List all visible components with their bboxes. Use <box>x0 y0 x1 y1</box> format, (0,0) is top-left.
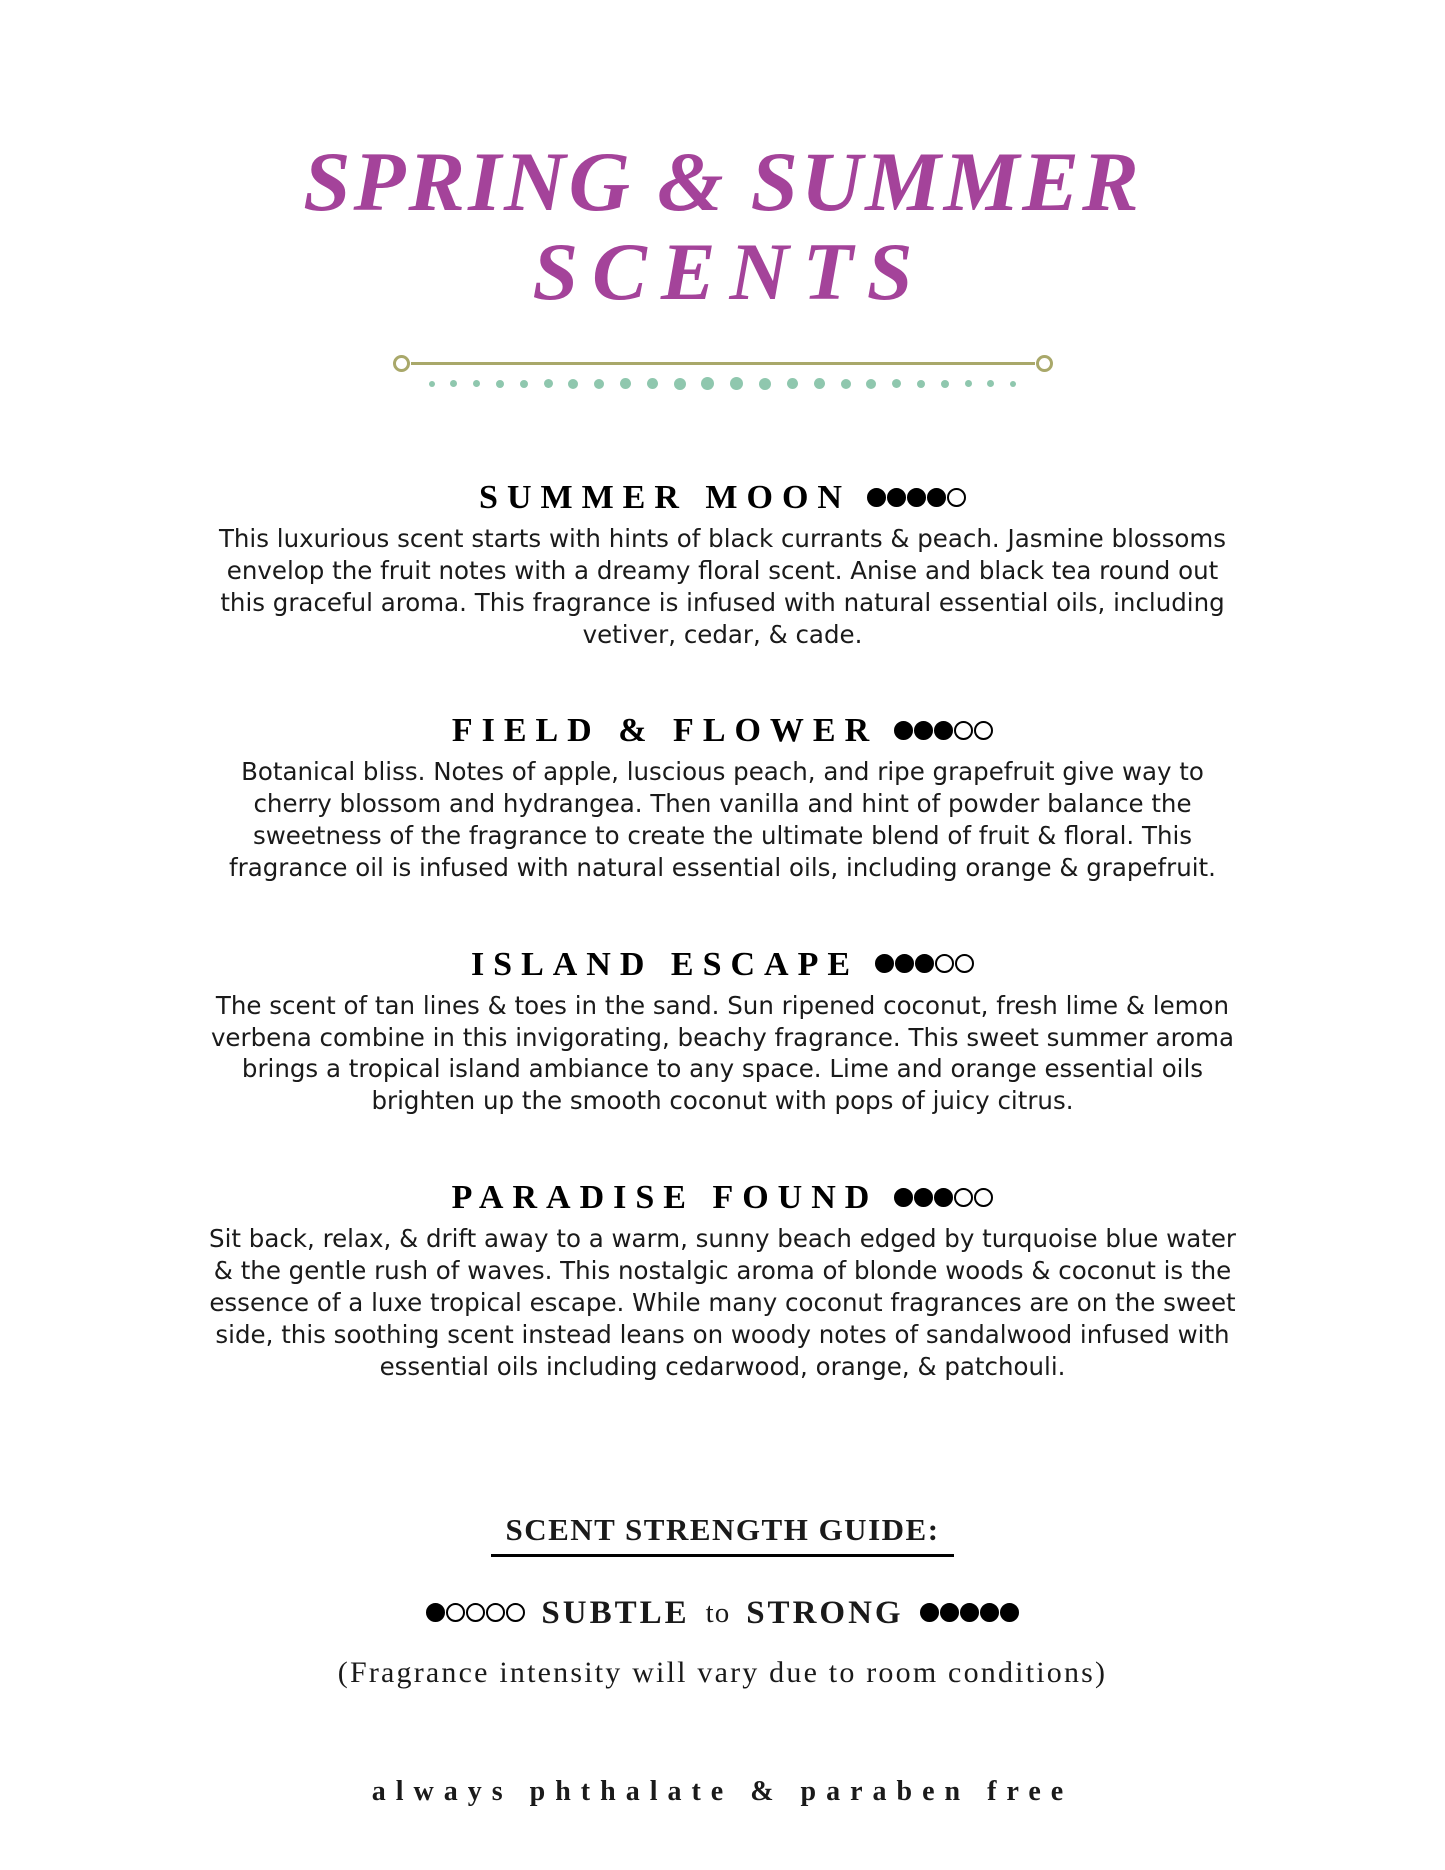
strength-pip-filled <box>915 954 934 973</box>
scent-heading <box>160 479 1285 517</box>
divider-dot <box>730 377 743 390</box>
divider-dot <box>759 378 771 390</box>
scent-entry <box>160 1179 1285 1382</box>
strength-pip-filled <box>934 1188 953 1207</box>
divider-dot <box>917 380 925 388</box>
strength-pip-empty <box>974 1188 993 1207</box>
scent-name: PARADISE FOUND <box>451 1179 879 1217</box>
divider-dot <box>429 381 435 387</box>
footer-note: always phthalate & paraben free <box>371 1776 1074 1808</box>
divider-dot <box>594 379 604 389</box>
strength-pip-filled <box>914 1188 933 1207</box>
guide-note: (Fragrance intensity will vary due to room conditions) <box>337 1656 1108 1690</box>
scent-list <box>0 479 1445 1382</box>
strength-pip-filled <box>426 1603 445 1622</box>
scent-entry <box>160 712 1285 883</box>
divider-dot <box>496 380 504 388</box>
scent-entry <box>160 946 1285 1117</box>
scent-heading <box>160 946 1285 984</box>
strength-pip-empty <box>974 721 993 740</box>
strength-pip-filled <box>875 954 894 973</box>
divider-dot <box>1010 381 1016 387</box>
strength-pip-filled <box>894 1188 913 1207</box>
scent-strength-pips <box>875 954 974 973</box>
divider-dot <box>965 380 972 387</box>
guide-scale <box>0 1595 1445 1632</box>
page-title <box>0 0 1445 317</box>
strength-pip-empty <box>955 954 974 973</box>
divider-dot <box>987 380 994 387</box>
divider-dot <box>866 379 876 389</box>
strength-pip-filled <box>934 721 953 740</box>
divider-dot <box>520 380 528 388</box>
divider-dot <box>450 380 457 387</box>
strength-pip-filled <box>940 1603 959 1622</box>
title-line-1: SPRING & SUMMER <box>303 135 1142 229</box>
scent-description: This luxurious scent starts with hints of black currants & peach. Jasmine blossoms envelop the fruit notes with a dreamy floral scent. Anise and black tea round out this graceful aroma. This fragrance is infused with natural essential oils, including vetiver, cedar, & cade. <box>218 524 1227 649</box>
strength-pip-filled <box>894 721 913 740</box>
scent-name: ISLAND ESCAPE <box>470 945 860 983</box>
scent-heading <box>160 712 1285 750</box>
strength-pip-empty <box>486 1603 505 1622</box>
divider-dot <box>473 380 480 387</box>
strong-label: STRONG <box>746 1595 904 1632</box>
scent-strength-pips <box>894 1188 993 1207</box>
scent-description: Botanical bliss. Notes of apple, luscious peach, and ripe grapefruit give way to cherry blossom and hydrangea. Then vanilla and hint of powder balance the sweetness of the fragrance to create the ultimate blend of fruit & floral. This fragrance oil is infused with natural essential oils, including orange & grapefruit. <box>229 757 1216 882</box>
strong-strength-pips <box>920 1603 1019 1622</box>
divider-bar <box>411 362 1035 365</box>
strength-pip-empty <box>954 721 973 740</box>
scent-description: Sit back, relax, & drift away to a warm, sunny beach edged by turquoise blue water & the gentle rush of waves. This nostalgic aroma of blonde woods & coconut is the essence of a luxe tropical escape. While many coconut fragrances are on the sweet side, this soothing scent instead leans on woody notes of sandalwood infused with essential oils including cedarwood, orange, & patchouli. <box>209 1224 1236 1381</box>
scent-heading <box>160 1179 1285 1217</box>
strength-pip-empty <box>935 954 954 973</box>
divider-dot <box>674 378 686 390</box>
scent-entry <box>160 479 1285 650</box>
divider-dot <box>544 379 553 388</box>
divider-dot <box>647 378 658 389</box>
strength-pip-filled <box>1000 1603 1019 1622</box>
divider-dot <box>892 379 901 388</box>
divider-end-left-icon <box>393 355 410 372</box>
strength-pip-filled <box>895 954 914 973</box>
strength-pip-filled <box>960 1603 979 1622</box>
guide-title: SCENT STRENGTH GUIDE: <box>491 1512 953 1557</box>
strength-pip-filled <box>887 488 906 507</box>
subtle-strength-pips <box>426 1603 525 1622</box>
scent-strength-pips <box>894 721 993 740</box>
strength-pip-filled <box>927 488 946 507</box>
divider-dot <box>568 379 578 389</box>
decorative-divider <box>393 349 1053 393</box>
divider-dot <box>701 377 714 390</box>
divider-dots <box>429 377 1017 390</box>
divider-dot <box>941 380 949 388</box>
divider-end-right-icon <box>1036 355 1053 372</box>
strength-pip-filled <box>907 488 926 507</box>
to-label: to <box>705 1597 731 1630</box>
strength-pip-filled <box>914 721 933 740</box>
scent-strength-pips <box>867 488 966 507</box>
divider-dot <box>841 379 851 389</box>
scent-name: SUMMER MOON <box>479 479 851 516</box>
strength-pip-empty <box>466 1603 485 1622</box>
divider-dot <box>814 378 825 389</box>
strength-pip-filled <box>867 488 886 507</box>
scent-strength-guide <box>0 1512 1445 1690</box>
divider-dot <box>620 378 631 389</box>
subtle-label: SUBTLE <box>541 1595 690 1632</box>
strength-pip-empty <box>506 1603 525 1622</box>
scent-name: FIELD & FLOWER <box>451 712 879 750</box>
strength-pip-empty <box>947 488 966 507</box>
scent-description: The scent of tan lines & toes in the sand. Sun ripened coconut, fresh lime & lemon verbena combine in this invigorating, beachy fragrance. This sweet summer aroma brings a tropical island ambiance to any space. Lime and orange essential oils brighten up the smooth coconut with pops of juicy citrus. <box>210 990 1235 1116</box>
title-line-2: SCENTS <box>532 226 927 317</box>
divider-dot <box>787 378 798 389</box>
strength-pip-empty <box>446 1603 465 1622</box>
strength-pip-filled <box>980 1603 999 1622</box>
strength-pip-filled <box>920 1603 939 1622</box>
strength-pip-empty <box>954 1188 973 1207</box>
